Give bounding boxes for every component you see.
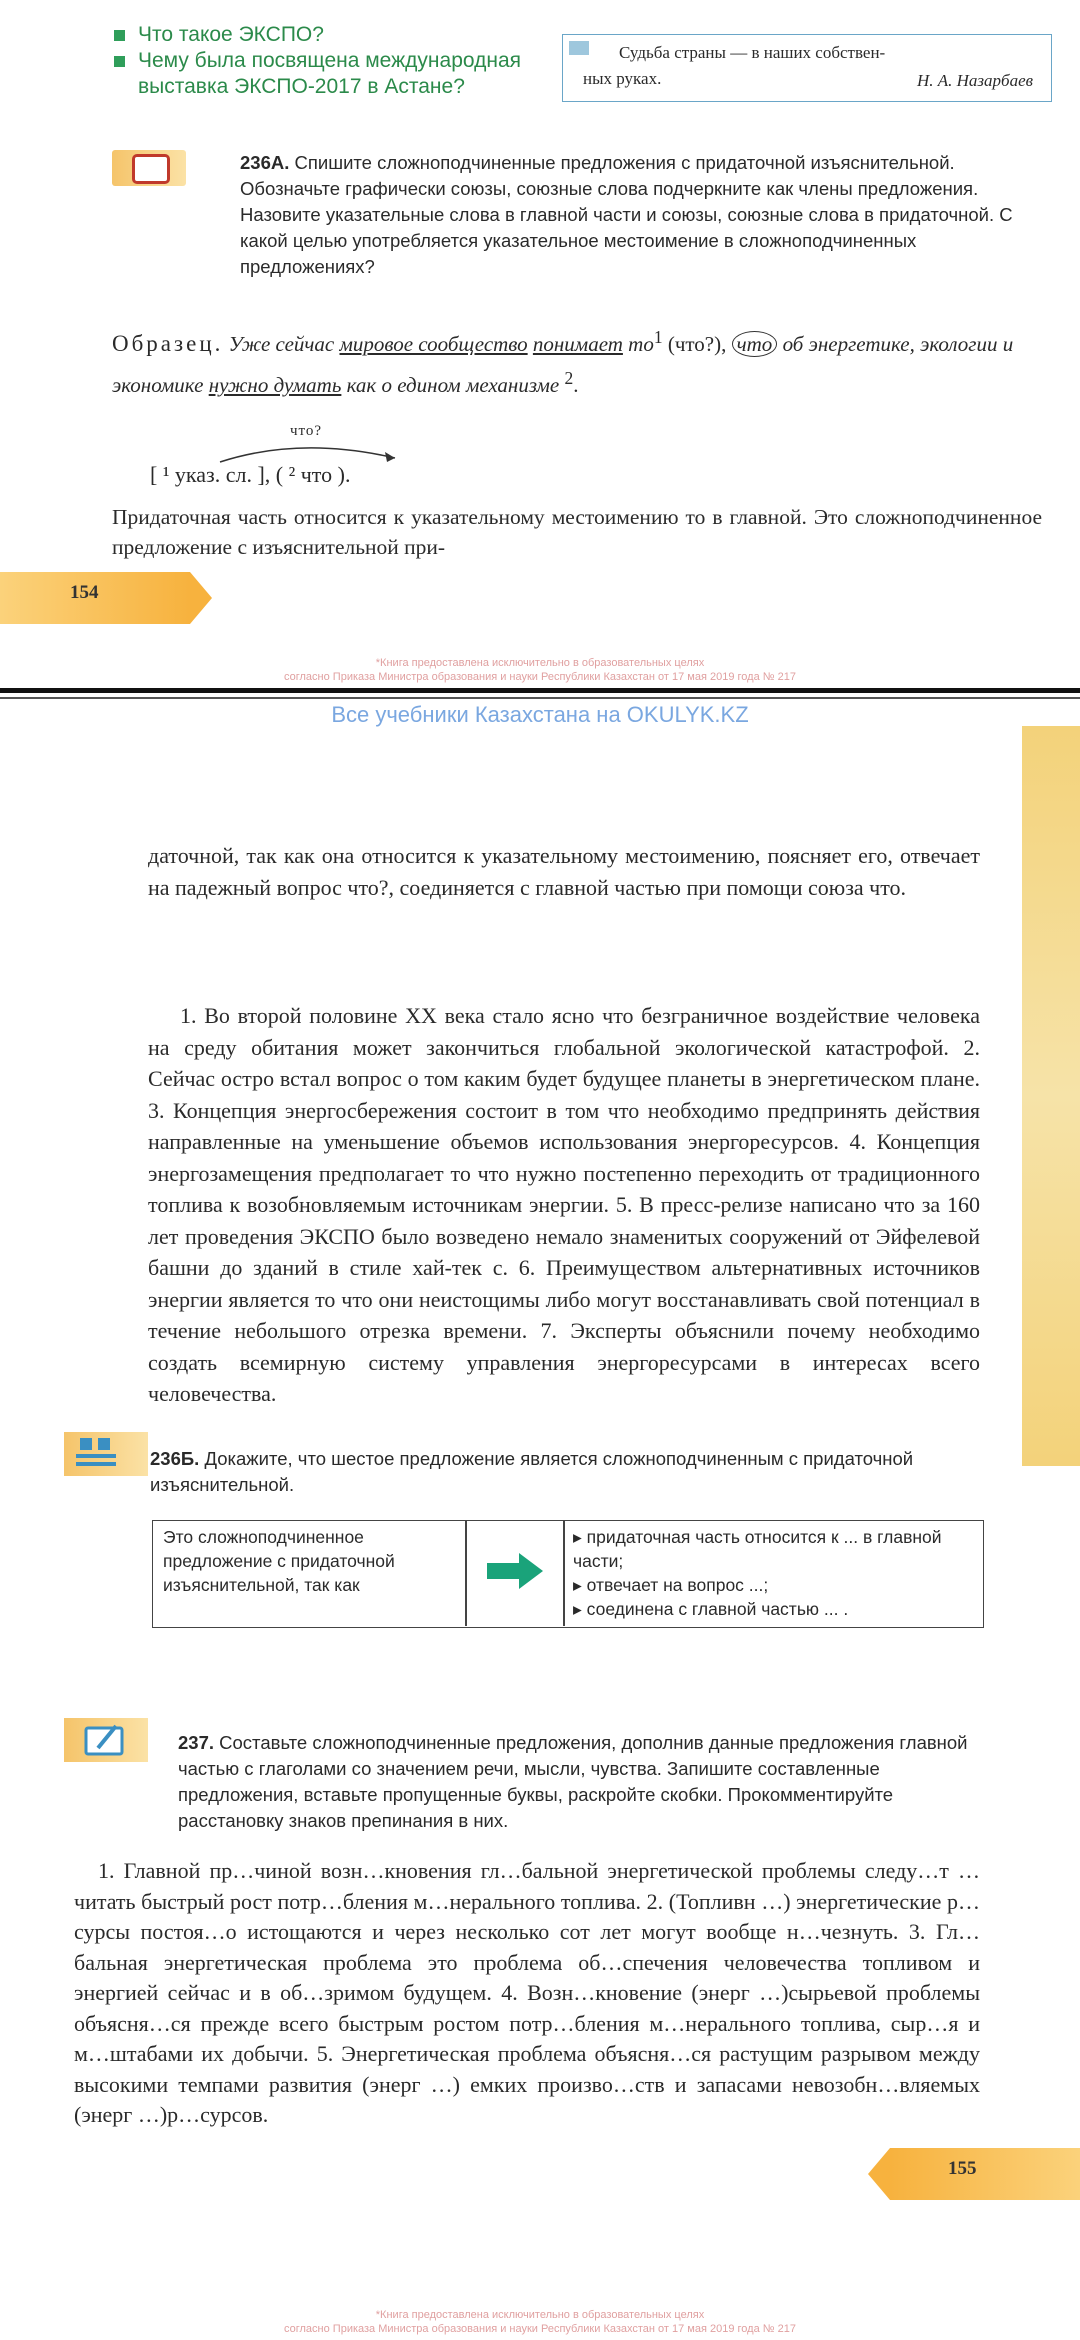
quote-box <box>562 34 1052 102</box>
disclaimer <box>0 2308 1080 2336</box>
task-text: Докажите, что шестое предложение является сложноподчиненным с придаточной изъяснительной. <box>150 1448 914 1495</box>
sample-text: Уже сейчас <box>228 332 335 356</box>
sample-sentence <box>112 320 1052 402</box>
scheme: [ ¹ указ. сл. ], ( ² что ). <box>150 462 351 487</box>
write-icon <box>64 1718 148 1762</box>
page-number: 154 <box>70 582 99 603</box>
task-237 <box>178 1730 988 1834</box>
quote-line-1: Судьба страны — в наших собствен- <box>619 43 886 62</box>
site-banner[interactable]: Все учебники Казахстана на OKULYK.KZ <box>331 702 749 727</box>
task-236b <box>150 1446 990 1498</box>
sample-sup: 2 <box>564 368 574 388</box>
proof-table <box>152 1520 984 1628</box>
disclaimer-line: согласно Приказа Министра образования и науки Республики Казахстан от 17 мая 2019 года № 217 <box>284 671 796 683</box>
task-number: 236Б. <box>150 1448 200 1469</box>
table-left-cell: Это сложноподчиненное предложение с придаточной изъяснительной, так как <box>163 1527 395 1595</box>
sample-predicate: понимает <box>532 332 623 356</box>
disclaimer-line: согласно Приказа Министра образования и науки Республики Казахстан от 17 мая 2019 года № 217 <box>284 2323 796 2335</box>
sample-subject: мировое сообщество <box>339 332 528 356</box>
task-236a <box>240 150 1040 280</box>
exercise-236-text: 1. Во второй половине XX века стало ясно что безграничное воздействие человека на среду обитания может закончиться глобальной экологической катастрофой. 2. Сейчас остро встал вопрос о том каким будет будущее планеты в энергетическом плане. 3. Концепция энергосбережения состоит в том что необходимо предпринять действия направленные на уменьшение объемов использования энергоресурсов. 4. Концепция энергозамещения предполагает то что нужно постепенно переходить от традиционного топлива к возобновляемым источникам энергии. 5. В пресс-релизе написано что за 160 лет проведения ЭКСПО было возведено немало знаменитых сооружений от Эйфелевой башни до зданий в стиле хай-тек с. 6. Преимуществом альтернативных источников энергии является то что они неистощимы либо могут восстанавливать свой потенциал в течение небольшого отрезка времени. 7. Эксперты объяснили почему необходимо создать всемирную систему управления энергоресурсами в интересах всего человечества. <box>148 1003 980 1406</box>
group-work-icon <box>64 1432 148 1476</box>
continuation-paragraph: даточной, так как она относится к указательному местоимению, поясняет его, отвечает на падежный вопрос что?, соединяется с главной частью при помощи союза что. <box>148 843 980 900</box>
task-text: Спишите сложноподчиненные предложения с придаточной изъяснительной. Обозначьте графически союзы, союзные слова подчеркните как члены предложения. Назовите указательные слова в главной части и союзы, союзные слова в придаточной. С какой целью употребляется указательное местоимение в сложноподчиненных предложениях? <box>240 152 1013 277</box>
sample-label: Образец. <box>112 331 224 356</box>
quote-corner-decor <box>569 41 589 55</box>
page-number-tab <box>890 2148 1080 2200</box>
scheme-arc-label: что? <box>290 423 323 439</box>
sample-text: об энергетике, экологии и экономике <box>112 332 1014 397</box>
disclaimer <box>0 656 1080 684</box>
arrow-right-icon <box>485 1551 545 1591</box>
question-list <box>112 22 552 100</box>
page-number: 155 <box>948 2158 977 2179</box>
quote-line-2: ных руках. <box>583 69 662 88</box>
sample-conjunction: что <box>732 331 778 357</box>
disclaimer-line: *Книга предоставлена исключительно в образовательных целях <box>375 2309 705 2321</box>
table-bullet: ▸ придаточная часть относится к ... в главной части; <box>573 1527 942 1571</box>
question-item: Что такое ЭКСПО? <box>112 22 552 48</box>
table-right-cell <box>573 1525 973 1621</box>
sample-sup: 1 <box>653 327 663 347</box>
read-icon <box>112 150 186 186</box>
page-divider <box>0 688 1080 693</box>
table-bullet: ▸ соединена с главной частью ... . <box>573 1599 849 1619</box>
sample-question: (что?), <box>662 332 727 356</box>
sample-text: как о едином механизме <box>341 373 560 397</box>
sample-text: . <box>573 373 579 397</box>
question-item: Чему была посвящена международная выставка ЭКСПО-2017 в Астане? <box>112 48 552 100</box>
table-bullet: ▸ отвечает на вопрос ...; <box>573 1575 769 1595</box>
task-number: 237. <box>178 1732 215 1753</box>
sample-predicate: нужно думать <box>208 373 342 397</box>
quote-author: Н. А. Назарбаев <box>916 71 1033 90</box>
page-edge-decoration <box>1022 726 1080 1466</box>
task-text: Составьте сложноподчиненные предложения, дополнив данные предложения главной частью с глаголами со значением речи, мысли, чувства. Запишите составленные предложения, вставьте пропущенные буквы, раскройте скобки. Прокомментируйте расстановку знаков препинания в них. <box>178 1732 968 1831</box>
task-number: 236А. <box>240 152 290 173</box>
sample-pronoun: то <box>628 332 654 356</box>
disclaimer-line: *Книга предоставлена исключительно в образовательных целях <box>375 657 705 669</box>
explanation-paragraph: Придаточная часть относится к указательному местоимению то в главной. Это сложноподчиненное предложение с изъяснительной при- <box>112 505 1042 559</box>
page-divider <box>0 697 1080 699</box>
exercise-237-text: 1. Главной пр…чиной возн…кновения гл…бальной энергетической проблемы следу…т …читать быстрый рост потр…бления м…нерального топлива. 2. (Топливн …) энергетические р…сурсы постоя…о истощаются и через несколько сот лет могут вообще н…чезнуть. 3. Гл…бальная энергетическая проблема это проблема об…спечения человечества топливом и энергией сейчас и в об…зримом будущем. 4. Возн…кновение (энерг …)сырьевой проблемы объясня…ся прежде всего быстрым ростом потр…бления м…нерального топлива, сыр…я и м…штабами их добычи. 5. Энергетическая проблема объясня…ся растущим разрывом между высокими темпами развития (энерг …) емких произво…ств и запасами невозобн…вляемых (энерг …)р…сурсов. <box>74 1858 980 2127</box>
